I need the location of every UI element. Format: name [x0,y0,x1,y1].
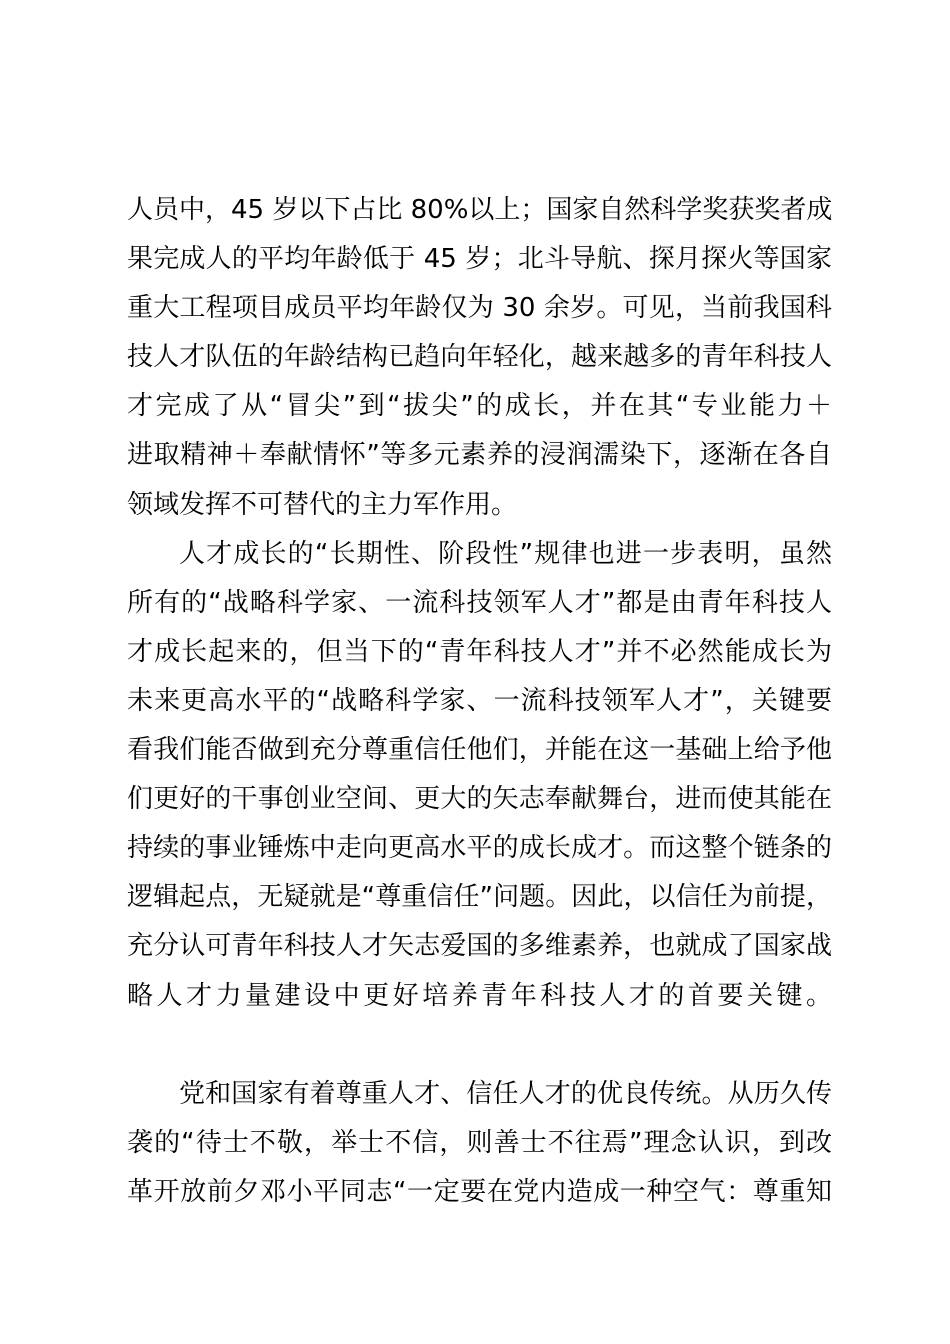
text-line: 果完成人的平均年龄低于 45 岁；北斗导航、探月探火等国家 [127,244,832,275]
text-line: 领域发挥不可替代的主力军作用。 [127,489,518,520]
text-line: 逻辑起点，无疑就是“尊重信任”问题。因此，以信任为前提， [127,882,832,913]
text-line [127,1021,832,1070]
body-text [127,186,832,1217]
text-line: 持续的事业锤炼中走向更高水平的成长成才。而这整个链条的 [127,833,832,864]
text-line: 技人才队伍的年龄结构已趋向年轻化，越来越多的青年科技人 [127,342,832,373]
text-line: 才成长起来的，但当下的“青年科技人才”并不必然能成长为 [127,636,832,667]
text-line: 们更好的干事创业空间、更大的矢志奉献舞台，进而使其能在 [127,784,832,815]
paragraph-first-line: 党和国家有着尊重人才、信任人才的优良传统。从历久传 [179,1078,832,1109]
text-line: 未来更高水平的“战略科学家、一流科技领军人才”，关键要 [127,685,832,716]
text-line: 看我们能否做到充分尊重信任他们，并能在这一基础上给予他 [127,735,832,766]
text-line: 革开放前夕邓小平同志“一定要在党内造成一种空气：尊重知 [127,1176,832,1207]
text-line: 袭的“待士不敬，举士不信，则善士不往焉”理念认识，到改 [127,1127,832,1158]
text-line: 才完成了从“冒尖”到“拔尖”的成长，并在其“专业能力＋ [127,391,832,422]
text-line: 人员中，45 岁以下占比 80%以上；国家自然科学奖获奖者成 [127,195,833,225]
text-line: 略人才力量建设中更好培养青年科技人才的首要关键。 [127,980,832,1011]
paragraph-first-line: 人才成长的“长期性、阶段性”规律也进一步表明，虽然 [179,538,832,569]
text-line: 所有的“战略科学家、一流科技领军人才”都是由青年科技人 [127,587,832,618]
text-line: 进取精神＋奉献情怀”等多元素养的浸润濡染下，逐渐在各自 [127,440,832,471]
text-line: 重大工程项目成员平均年龄仅为 30 余岁。可见，当前我国科 [127,293,832,324]
text-line: 充分认可青年科技人才矢志爱国的多维素养，也就成了国家战 [127,931,832,962]
